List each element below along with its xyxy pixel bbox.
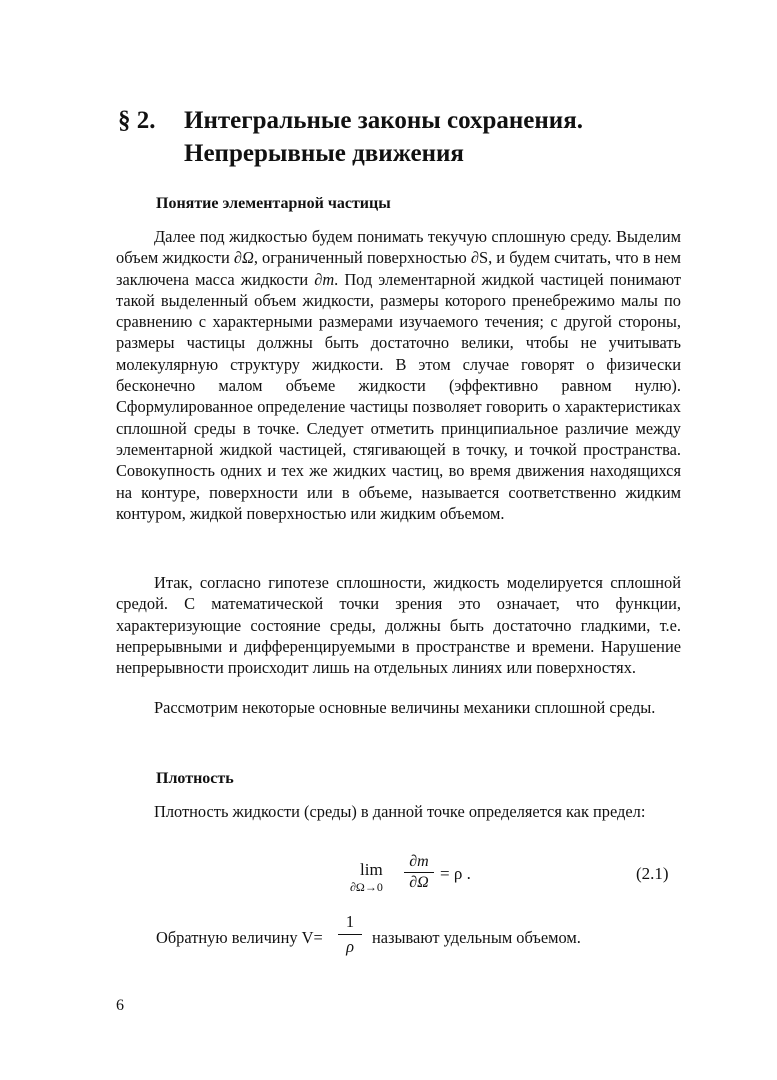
symbol-dS: ∂S [470,248,489,268]
fraction-dm-dOmega [402,852,436,893]
chapter-title-line2: Непрерывные движения [184,140,464,167]
symbol-dm: ∂m [314,269,335,289]
specific-volume-prefix: Обратную величину V= [156,928,323,947]
chapter-title-line1: Интегральные законы сохранения. [184,107,583,134]
specific-volume-suffix: называют удельным объемом. [372,928,581,947]
equation-rhs: = ρ . [440,864,471,883]
equation-number: (2.1) [636,864,669,883]
symbol-dOmega: ∂Ω [233,248,254,268]
section-heading-density: Плотность [156,770,234,787]
fraction-numerator: ∂m [409,853,429,870]
fraction-denominator: ρ [346,937,354,956]
chapter-number: § 2. [118,107,156,134]
fraction-denominator: ∂Ω [409,874,429,891]
limit-subscript: ∂Ω→0 [350,880,383,894]
paragraph-continuity-hypothesis: Итак, согласно гипотезе сплошности, жидкость моделируется сплошной средой. С математической точки зрения это означает, что функции, характеризующие состояние среды, должны быть достаточно гладкими, т.е. непрерывными и дифференцируемыми в пространстве и времени. Нарушение непрерывности происходит лишь на отдельных линиях или поверхностях. [116,573,681,678]
text-run: , и будем считать, что в нем заключена масса жидкости [116,248,681,289]
fraction-bar [338,934,362,935]
fraction-one-over-rho [338,912,362,957]
equation-2-1 [350,852,690,898]
section-heading-particle: Понятие элементарной частицы [156,195,391,212]
paragraph-quantities-intro: Рассмотрим некоторые основные величины механики сплошной среды. [154,698,656,717]
limit-operator: lim [360,860,383,879]
page-number: 6 [116,997,124,1014]
text-run: Далее под жидкостью будем понимать текучую сплошную среду. Выделим объем жидкости [116,227,681,268]
paragraph-density-definition: Плотность жидкости (среды) в данной точке определяется как предел: [154,802,646,821]
specific-volume-line [156,912,676,962]
text-run: . Под элементарной жидкой частицей понимают такой выделенный объем жидкости, размеры которого пренебрежимо малы по сравнению с характерными размерами изучаемого течения; с другой стороны, размеры частицы должны быть достаточно велики, чтобы не учитывать молекулярную структуру жидкости. В этом случае говорят о физически бесконечно малом объеме жидкости (эффективно равном нулю). Сформулированное определение частицы позволяет говорить о характеристиках сплошной среды в точке. Следует отметить принципиальное различие между элементарной жидкой частицей, стягивающей в точку, и точкой пространства. Совокупность одних и тех же жидких частиц, во время движения находящихся на контуре, поверхности или в объеме, называется соответственно жидким контуром, жидкой поверхностью или жидким объемом. [116,269,682,523]
fraction-numerator: 1 [345,912,355,931]
text-run: , ограниченный поверхностью [253,248,471,268]
paragraph-particle-definition [116,226,681,524]
